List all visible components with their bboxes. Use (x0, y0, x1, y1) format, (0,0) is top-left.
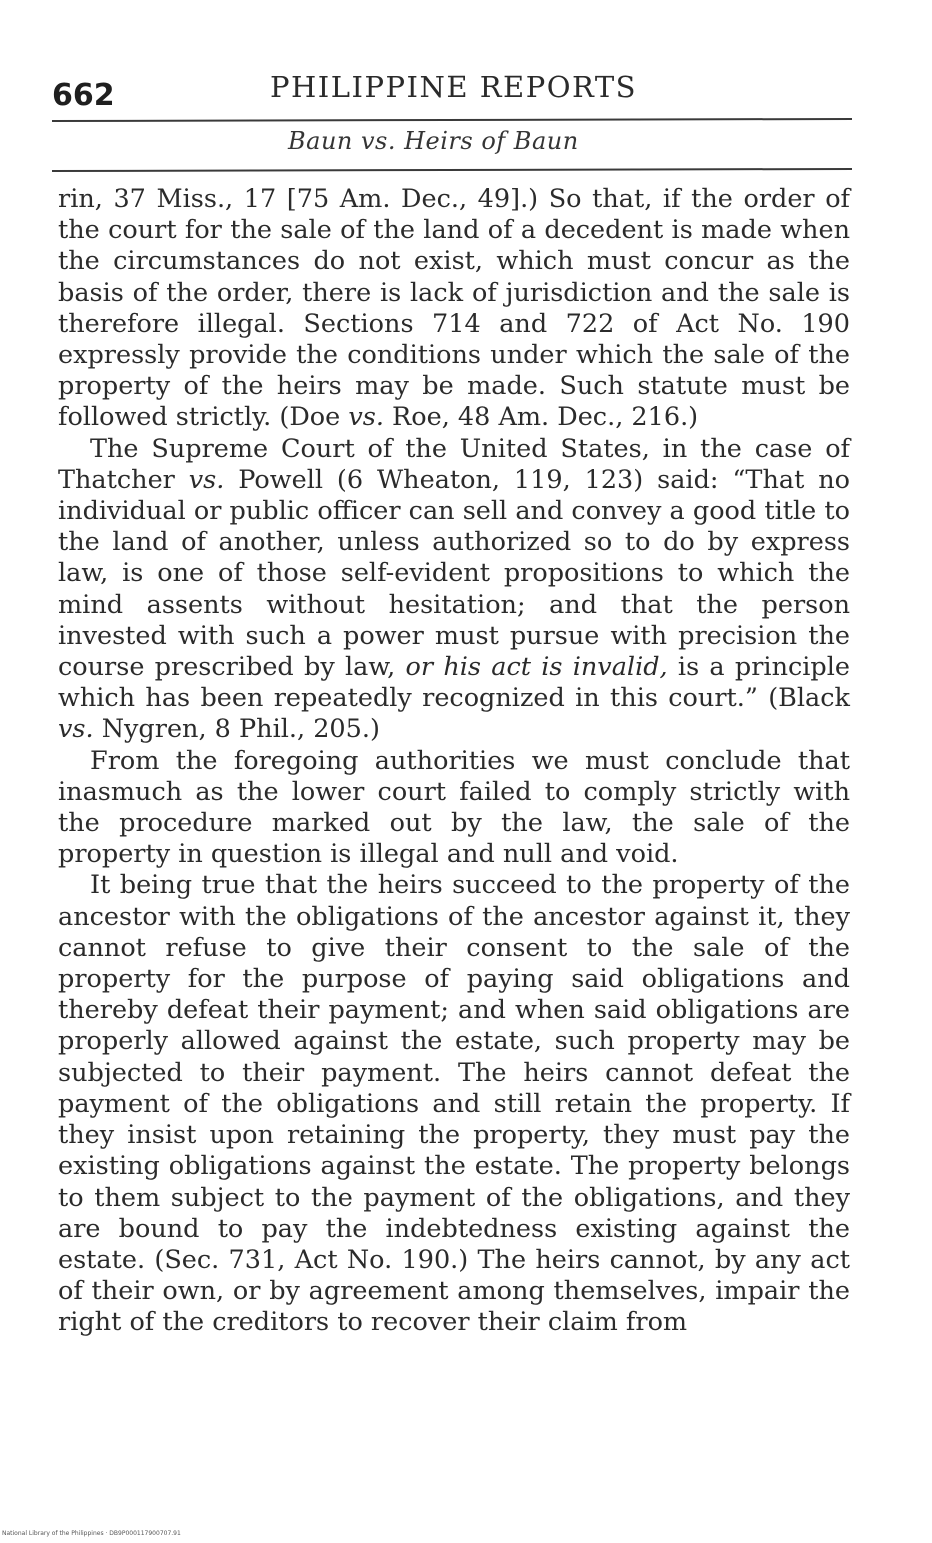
text-run-italic: vs. (348, 402, 384, 433)
page-number: 662 (52, 78, 115, 113)
text-run: It being true that the heirs succeed to the property of the ancestor with the obligations of the ancestor against it, they cannot refuse to give their consent to the sale of the property for the purpose of paying said obligations and thereby defeat their payment; and when said obligations are properly allowed against the estate, such property may be subjected to their payment. The heirs cannot defeat the payment of the obligations and still retain the property. If they insist upon retaining the property, they must pay the existing obligations against the estate. The property belongs to them subject to the payment of the obligations, and they are bound to pay the indebtedness existing against the estate. (Sec. 731, Act No. 190.) The heirs cannot, by any act of their own, or by agreement among themselves, impair the right of the creditors to recover their claim from (58, 870, 850, 1338)
text-run: From the foregoing authorities we must conclude that inasmuch as the lower court failed to comply strictly with the procedure marked out by the law, the sale of the property in question is illegal and null and void. (58, 745, 850, 870)
text-run: rin, 37 Miss., 17 [75 Am. Dec., 49].) So that, if the order of the court for the sale of the land of a decedent is made when the circumstances do not exist, which must concur as the basis of the order, there is lack of jurisdiction and the sale is therefore illegal. Sections 714 and 722 of Act No. 190 expressly provide the conditions under which the sale of the property of the heirs may be made. Such statute must be followed strictly. (Doe (58, 184, 850, 433)
text-run: The Supreme Court of the United States, in the case of Thatcher (58, 433, 850, 495)
running-head: PHILIPPINE REPORTS (270, 70, 638, 104)
text-run-italic: vs. (188, 464, 225, 495)
header-rule-bottom (52, 168, 852, 172)
paragraph-conclusion (58, 746, 850, 871)
text-run: Powell (6 Wheaton, 119, 123) said: “That no individual or public officer can sell and convey a good title to the land of another, unless authorized so to do by express law, is one of those self-evident propositions to which the mind assents without hesitation; and that the person invested with such a power must pursue with precision the course prescribed by law, (58, 464, 850, 683)
paragraph-continuation (58, 184, 850, 434)
header-rule-top (52, 118, 852, 122)
text-run: Roe, 48 Am. Dec., 216.) (383, 402, 699, 433)
text-run-italic: or his act is invalid, (405, 652, 668, 683)
body-text (58, 184, 850, 1339)
scan-credit: National Library of the Philippines · DB9P000117900707.91 (2, 1530, 181, 1537)
text-run: is a principle which has been repeatedly recognized in this court.” (Black (58, 652, 850, 714)
text-run-italic: vs. (58, 714, 94, 745)
paragraph-heirs-obligations (58, 870, 850, 1338)
paragraph-thatcher-quote (58, 434, 850, 746)
case-title: Baun vs. Heirs of Baun (288, 127, 579, 155)
text-run: Nygren, 8 Phil., 205.) (93, 714, 380, 745)
